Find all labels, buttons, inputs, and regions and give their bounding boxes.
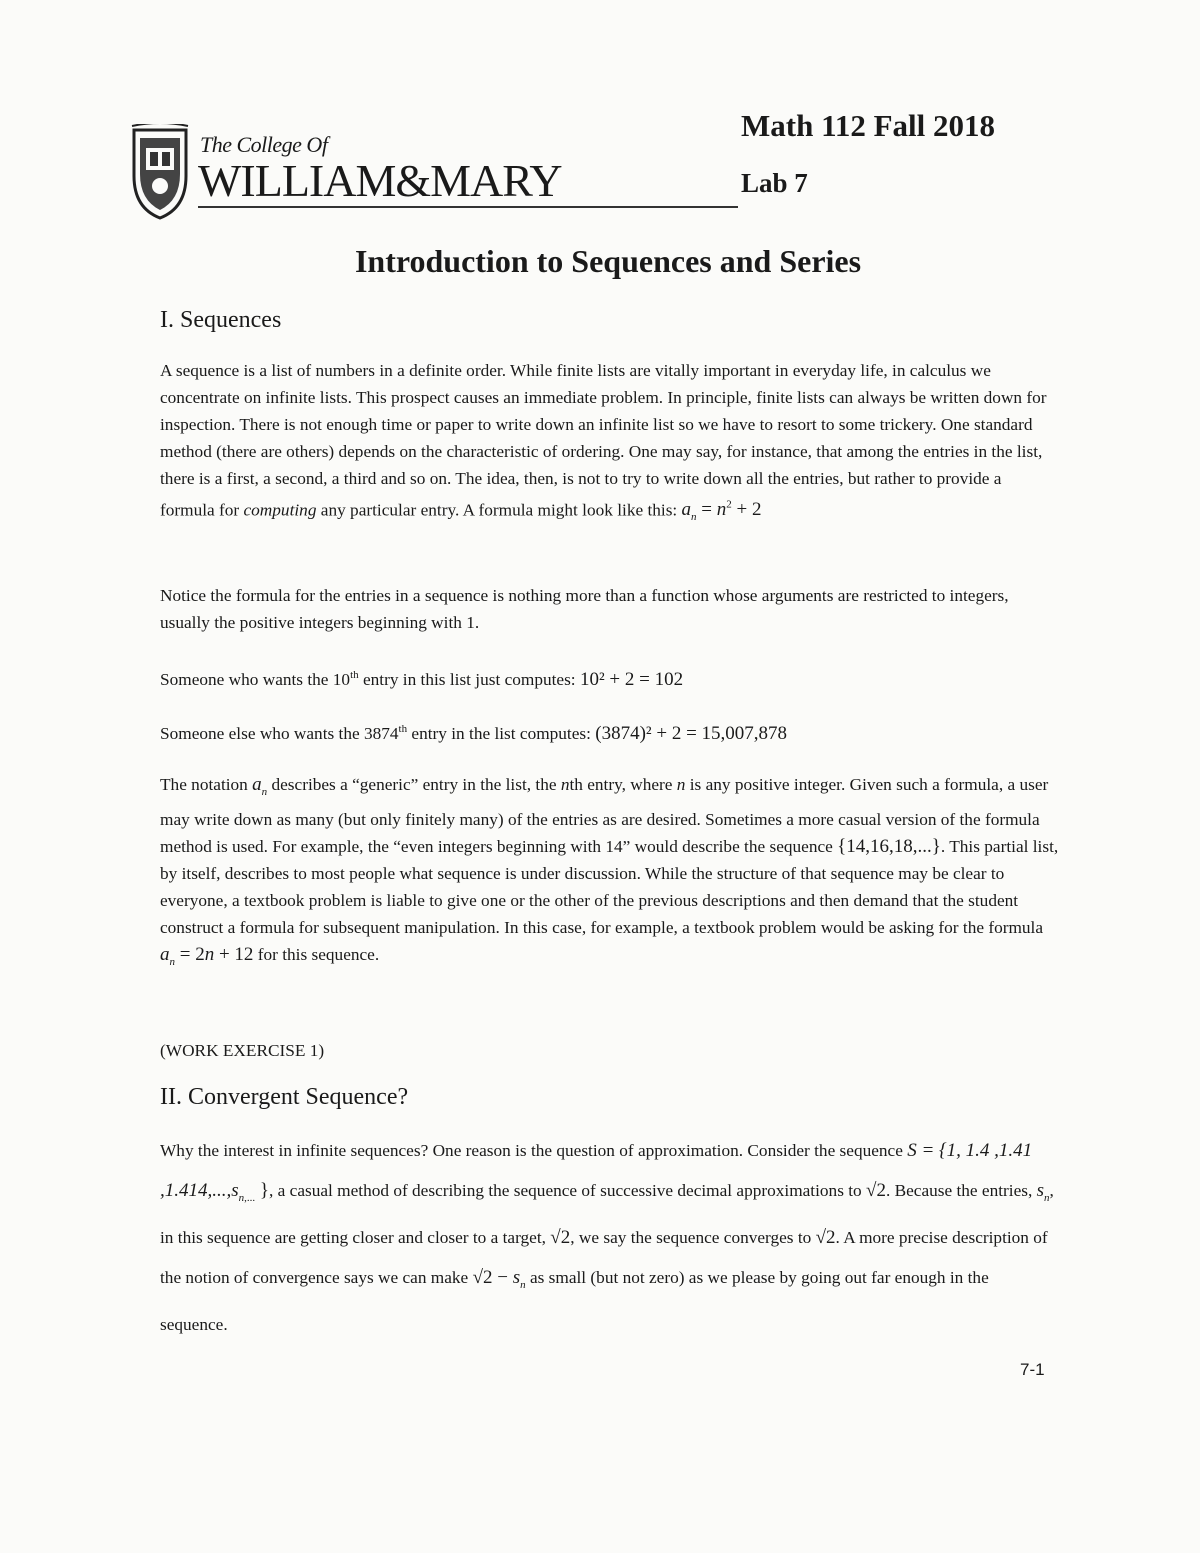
- work-exercise-note: (WORK EXERCISE 1): [160, 1041, 325, 1060]
- section-heading-sequences: I. Sequences: [160, 307, 282, 333]
- paragraph-notation: The notation $a_n$ describes a “generic” entry in the list, the nth entry, where n is any positive integer. Given such a formula, a user may write down as many (but only finitely many) of the entries as are desired. Sometimes a more casual version of the formula method is used. For example, the “even integers beginning with 14” would describe the sequence {14,16,18,...}. This partial list, by itself, describes to most people what sequence is under discussion. While the structure of that sequence may be clear to everyone, a textbook problem is liable to give one or the other of the previous descriptions and then demand that the student construct a formula for subsequent manipulation. In this case, for example, a textbook problem would be asking for the formula $a_n = 2n + 12$ for this sequence.: [160, 774, 1059, 968]
- paragraph-function-note: Notice the formula for the entries in a sequence is nothing more than a function whose arguments are restricted to integers, usually the positive integers beginning with 1.: [160, 586, 1009, 632]
- section-heading-convergent: II. Convergent Sequence?: [160, 1084, 409, 1110]
- logo-rule: [198, 206, 738, 208]
- document-title: Introduction to Sequences and Series: [354, 243, 862, 279]
- formula-an: $a_n = n^2 + 2$: [681, 499, 762, 524]
- paragraph-10th-entry: Someone who wants the 10th entry in this list just computes: 10² + 2 = 102: [160, 668, 684, 690]
- paragraph-intro: A sequence is a list of numbers in a definite order. While finite lists are vitally important in everyday life, in calculus we concentrate on infinite lists. This prospect causes an immediate problem. In principle, finite lists can always be written down for inspection. There is not enough time or paper to write down an infinite list so we have to resort to some trickery. One standard method (there are others) depends on the characteristic of ordering. One may say, for instance, that among the entries in the list, there is a first, a second, a third and so on. The idea, then, is not to try to write down all the entries, but rather to provide a formula for computing any particular entry. A formula might look like this: $a_n = n^2 + 2$: [160, 361, 1047, 524]
- college-logo: [128, 124, 738, 224]
- page-number: 7-1: [1020, 1360, 1045, 1379]
- paragraph-3874th-entry: Someone else who wants the 3874th entry in the list computes: (3874)² + 2 = 15,007,878: [160, 722, 788, 744]
- logo-subtitle: The College Of: [200, 132, 328, 157]
- formula-even: $a_n = 2n + 12$: [160, 943, 254, 968]
- paragraph-convergence: Why the interest in infinite sequences? One reason is the question of approximation. Consider the sequence S = {1, 1.4 ,1.41 $,1.414,...,s_{n,...}$ }, a casual method of describing the sequence of successive decimal approximations to √2. Because the entries, $s_n$, in this sequence are getting closer and closer to a target, √2, we say the sequence converges to √2. A more precise description of the notion of convergence says we can make $√2 - s_n$ as small (but not zero) as we please by going out far enough in the sequence.: [160, 1140, 1054, 1334]
- course-title: Math 112 Fall 2018: [741, 108, 996, 143]
- college-crest-icon: [128, 124, 192, 220]
- lab-number: Lab 7: [741, 168, 808, 198]
- logo-wordmark: WILLIAM&MARY: [198, 155, 562, 206]
